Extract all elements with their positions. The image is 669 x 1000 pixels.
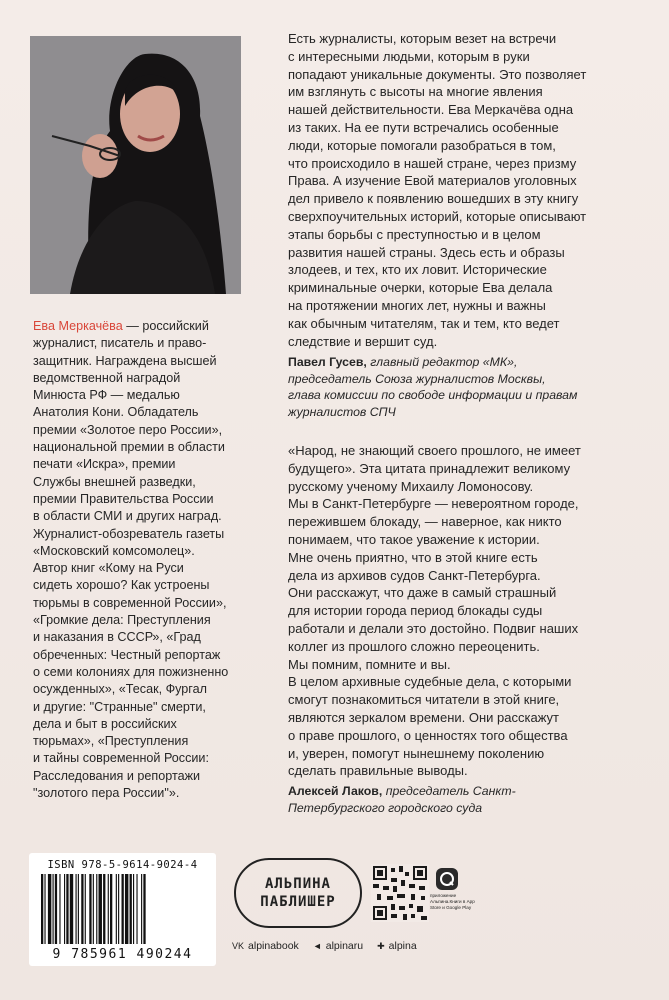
review-line: дела из архивов судов Санкт-Петербурга. [288,567,541,583]
bio-line: и наказания в СССР», «Град [33,630,201,645]
alpina-app-icon [436,868,458,890]
review-line: о праве прошлого, о ценностях того общества [288,727,568,743]
bio-line: дела и быт в российских [33,716,177,731]
bio-line: сидеть хорошо? Как устроены [33,578,210,593]
review-line: коллег из прошлого сложно переоценить. [288,638,540,654]
bio-line: Расследования и репортажи [33,768,201,783]
logo-line: АЛЬПИНА [264,876,331,892]
social-links [232,940,417,952]
review-lakov [288,442,648,816]
review-line: Мы помним, помните и вы. [288,656,451,672]
logo-line: ПАБЛИШЕР [260,894,336,910]
review-line: сделать правильные выводы. [288,763,468,779]
signature-line [288,783,648,800]
review-line: сверхпоучительных историй, которые описывают [288,208,587,224]
review-signature [288,783,648,816]
bio-line: национальной премии в области [33,440,225,455]
bio-line: в области СМИ и других наград. [33,509,222,524]
bio-line: и тайны современной России: [33,751,209,766]
bio-line: «Московский комсомолец». [33,543,195,558]
review-line: и, уверен, помогут нынешнему поколению [288,745,545,761]
review-line: с интересными людьми, которым в руки [288,48,530,64]
social-label: alpinabook [248,940,299,952]
bio-line: защитник. Награждена высшей [33,353,217,368]
review-line: «Народ, не знающий своего прошлого, не имеет [288,443,581,458]
review-author: Павел Гусев, [288,355,367,370]
review-line: понимаем, что такое уважение к истории. [288,531,540,547]
review-line: пережившем блокаду, — наверное, как никто [288,514,562,530]
review-line: Мне очень приятно, что в этой книге есть [288,549,538,565]
review-line: Есть журналисты, которым везет на встречи [288,31,557,46]
review-line: для истории города период блокады суды [288,603,543,619]
review-line: как обычным читателям, так и тем, кто ведет [288,315,560,331]
signature-line [288,800,648,817]
author-role: председатель Санкт- [382,784,516,799]
review-signature [288,354,648,420]
bio-line: тюрьмах», «Преступления [33,734,189,749]
bio-line: печати «Искра», премии [33,457,176,472]
qr-code [371,864,429,922]
bio-line-text: — российский [122,319,209,333]
review-line: попадают уникальные документы. Это позволяет [288,66,587,82]
review-line: злодеев, и тех, кто их ловит. Исторические [288,262,547,278]
review-line: будущего». Эта цитата принадлежит великому [288,460,571,476]
signature-line [288,371,648,388]
isbn-text: ISBN 978-5-9614-9024-4 [47,859,198,871]
author-name: Ева Меркачёва [33,319,123,333]
author-role: журналистов СПЧ [288,404,396,419]
review-line: криминальные очерки, которые Ева делала [288,280,553,296]
author-role: Петербургского городского суда [288,800,483,815]
ean-number: 9 785961 490244 [52,947,193,962]
signature-line [288,404,648,421]
bio-line: и другие: "Странные" смерти, [33,699,206,714]
review-gusev [288,30,648,420]
review-line: люди, которые помогали разобраться в том, [288,137,556,153]
review-line: следствие и вершит суд. [288,333,438,349]
review-line: смогут познакомиться читатели в этой книге, [288,692,560,708]
bio-line: обреченных: Честный репортаж [33,647,221,662]
social-label: alpinaru [325,940,364,952]
author-bio [33,318,248,802]
bio-line: тюрьмы в современной России», [33,595,227,610]
bio-line: Службы внешней разведки, [33,474,196,489]
bio-line: о семи колониях для пожизненно [33,664,229,679]
review-line: им взглянуть с высоты на многие явления [288,84,543,100]
review-line: В целом архивные судебные дела, с которыми [288,674,572,690]
author-role: главный редактор «МК», [366,355,518,370]
author-role: председатель Союза журналистов Москвы, [288,371,546,386]
review-line: Мы в Санкт-Петербурге — невероятном городе, [288,496,579,512]
bio-line: «Громкие дела: Преступления [33,613,211,628]
review-line: работали и делали это достойно. Подвиг наших [288,620,579,636]
bio-line: премии «Золотое перо России», [33,422,223,437]
bio-line [33,318,248,335]
bio-line: "золотого пера России"». [33,786,180,801]
isbn-barcode [29,853,216,966]
telegram-icon: ◄ [312,941,322,951]
review-line: развития нашей страны. Здесь есть и образы [288,244,565,260]
author-portrait-illustration [30,36,241,294]
bio-line: осужденных», «Тесак, Фургал [33,682,207,697]
social-alpina[interactable] [377,940,417,952]
author-role: глава комиссии по свободе информации и правам [288,388,578,403]
social-vk[interactable] [232,940,299,952]
bio-line: ведомственной наградой [33,370,181,385]
signature-line [288,387,648,404]
review-line: что происходило в нашей стране, через призму [288,155,577,171]
bio-line: Минюста РФ — медалью [33,388,180,403]
bio-line: Журналист-обозреватель газеты [33,526,225,541]
review-line: Они расскажут, что даже в самый страшный [288,585,557,601]
review-line: Права. А изучение Евой материалов уголовных [288,173,577,189]
social-label: alpina [388,940,417,952]
review-line: из таких. На ее пути встречались особенные [288,119,559,135]
vk-icon: VK [232,941,245,951]
review-line: этапы борьбы с преступностью и в целом [288,226,541,242]
review-line: нашей действительности. Ева Меркачёва одна [288,102,574,118]
author-photo [30,36,241,294]
bio-line: премии Правительства России [33,491,214,506]
barcode-bars [37,874,207,944]
review-line: дел привело к появлению вошедших в эту книгу [288,191,579,207]
signature-line [288,354,648,371]
bio-line: журналист, писатель и право- [33,336,207,351]
publisher-logo [234,858,362,928]
review-author: Алексей Лаков, [288,784,383,799]
review-line: являются зеркалом времени. Они расскажут [288,709,560,725]
app-store-note: приложение Альпина.Книги в App Store и Google Play [430,893,475,910]
social-telegram[interactable] [313,940,363,952]
plus-icon: ✚ [377,941,385,951]
bio-line: Автор книг «Кому на Руси [33,561,184,576]
review-line: на протяжении многих лет, нужны и важны [288,297,546,313]
review-line: русскому ученому Михаилу Ломоносову. [288,478,534,494]
bio-line: Анатолия Кони. Обладатель [33,405,199,420]
app-glyph-icon [436,868,458,890]
